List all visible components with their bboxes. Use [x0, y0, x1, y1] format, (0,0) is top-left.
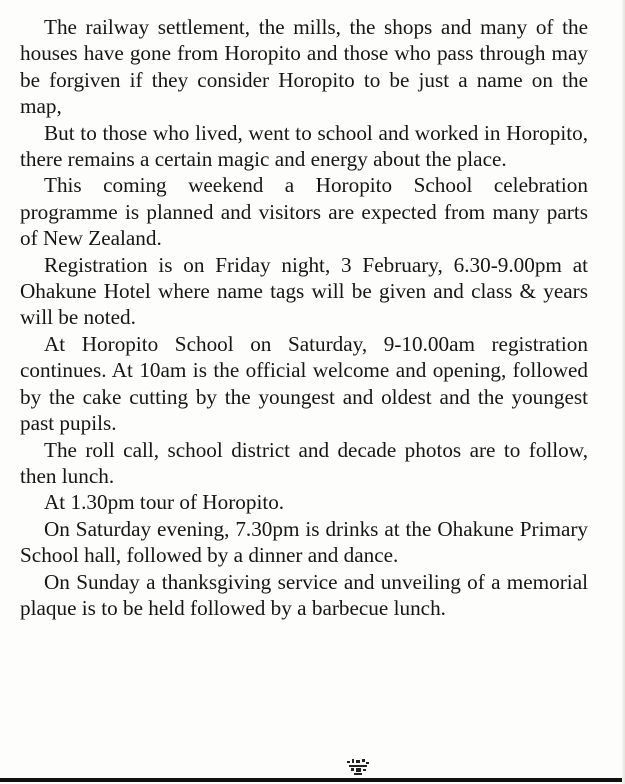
paragraph-saturday-evening: On Saturday evening, 7.30pm is drinks at the Ohakune Primary School hall, followed by a dinner and dance. — [20, 516, 588, 568]
paragraph-intro: The railway settlement, the mills, the shops and many of the houses have gone from Horopito and those who pass through may be forgiven if they consider Horopito to be just a name on the map, — [20, 15, 588, 119]
paragraph-magic: But to those who lived, went to school and worked in Horopito, there remains a certain magic and energy about the place. — [20, 120, 588, 172]
paragraph-tour: At 1.30pm tour of Horopito. — [44, 490, 285, 515]
bottom-rule — [0, 778, 625, 782]
article-body — [20, 14, 588, 621]
paragraph-sunday: On Sunday a thanksgiving service and unveiling of a memorial plaque is to be held followed by a barbecue lunch. — [20, 569, 588, 620]
paragraph-registration: Registration is on Friday night, 3 February, 6.30-9.00pm at Ohakune Hotel where name tags will be given and class & years will be noted. — [20, 252, 588, 330]
paragraph-roll-call: The roll call, school district and decade photos are to follow, then lunch. — [20, 437, 588, 488]
paragraph-saturday-morning: At Horopito School on Saturday, 9-10.00am registration continues. At 10am is the official welcome and opening, followed by the cake cutting by the youngest and oldest and the youngest past pupils. — [20, 331, 588, 436]
ornament-icon — [343, 758, 373, 776]
paragraph-celebration: This coming weekend a Horopito School celebration programme is planned and visitors are expected from many parts of New Zealand. — [20, 173, 588, 251]
